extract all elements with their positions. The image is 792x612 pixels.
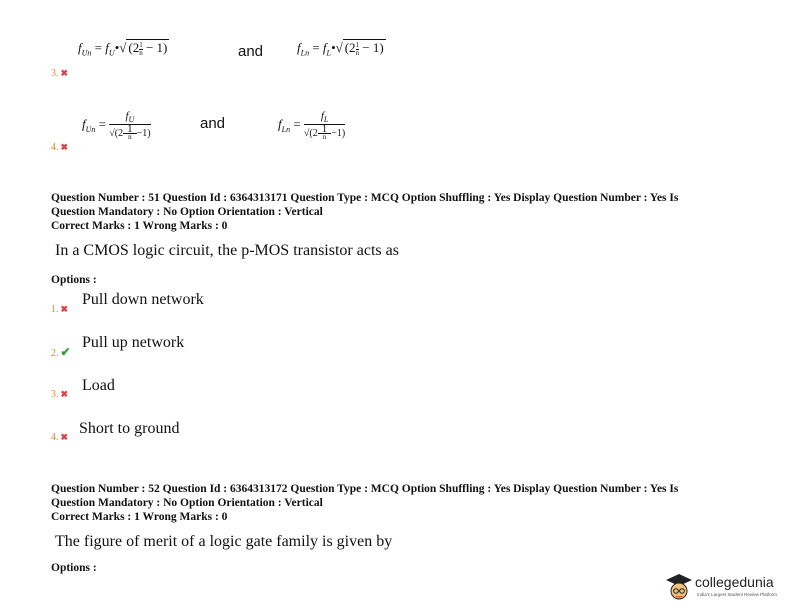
- q51-option-2-number: 2. ✔: [51, 345, 71, 359]
- q52-meta-line3: Correct Marks : 1 Wrong Marks : 0: [51, 511, 228, 523]
- q51-option-1-number: 1. ✖: [51, 304, 69, 315]
- and-text-3: and: [238, 43, 264, 60]
- q51-meta-line1: Question Number : 51 Question Id : 6364313171 Question Type : MCQ Option Shuffling : Yes Display Question Number : Yes Is: [51, 192, 679, 204]
- formula-4-right: $f_{Ln}$ = $f_L$ √(2 1 n −1): [278, 110, 346, 142]
- logo-name: collegedunia: [695, 574, 774, 590]
- q52-meta-line1: Question Number : 52 Question Id : 6364313172 Question Type : MCQ Option Shuffling : Yes Display Question Number : Yes Is: [51, 483, 679, 495]
- q51-option-1-text: Pull down network: [82, 291, 204, 308]
- q51-meta-line2: Question Mandatory : No Option Orientation : Vertical: [51, 206, 323, 218]
- q51-meta: [51, 191, 751, 233]
- collegedunia-logo: [665, 570, 787, 606]
- wrong-mark-icon: ✖: [60, 142, 69, 152]
- q51-option-4-text: Short to ground: [79, 420, 180, 437]
- q51-option-2-text: Pull up network: [82, 334, 185, 351]
- wrong-mark-icon: ✖: [60, 68, 69, 78]
- and-text-4: and: [200, 115, 226, 132]
- wrong-mark-icon: ✖: [60, 304, 69, 314]
- q51-option-3-text: Load: [82, 377, 115, 394]
- formula-3-right: $f_{Ln}$ = $f_L•√$ (2 $\frac{1}{n}$ − 1): [297, 40, 384, 58]
- q51-option-4-number: 4. ✖: [51, 432, 69, 443]
- wrong-mark-icon: ✖: [60, 389, 69, 399]
- option-number-top-3: 3. ✖: [51, 68, 69, 79]
- formula-3-left: $f_{Un}$ = $f_U•√$ (2 $\frac{1}{n}$ − 1): [78, 40, 168, 58]
- q52-meta-line2: Question Mandatory : No Option Orientation : Vertical: [51, 497, 323, 509]
- option-number-top-4: 4. ✖: [51, 142, 69, 153]
- logo-tagline: India's Largest Student Review Platform: [697, 592, 777, 597]
- q52-options-label: Options :: [51, 562, 97, 574]
- graduate-logo-icon: [665, 572, 693, 602]
- wrong-mark-icon: ✖: [60, 432, 69, 442]
- q52-text: The figure of merit of a logic gate family is given by: [55, 533, 393, 550]
- q51-options-label: Options :: [51, 274, 97, 286]
- q51-text: In a CMOS logic circuit, the p-MOS transistor acts as: [55, 242, 399, 259]
- correct-mark-icon: ✔: [60, 345, 71, 359]
- formula-4-left: $f_{Un}$ = $f_U$ √(2 1 n −1): [82, 110, 151, 142]
- q51-meta-line3: Correct Marks : 1 Wrong Marks : 0: [51, 220, 228, 232]
- q51-option-3-number: 3. ✖: [51, 389, 69, 400]
- q52-meta: [51, 482, 751, 524]
